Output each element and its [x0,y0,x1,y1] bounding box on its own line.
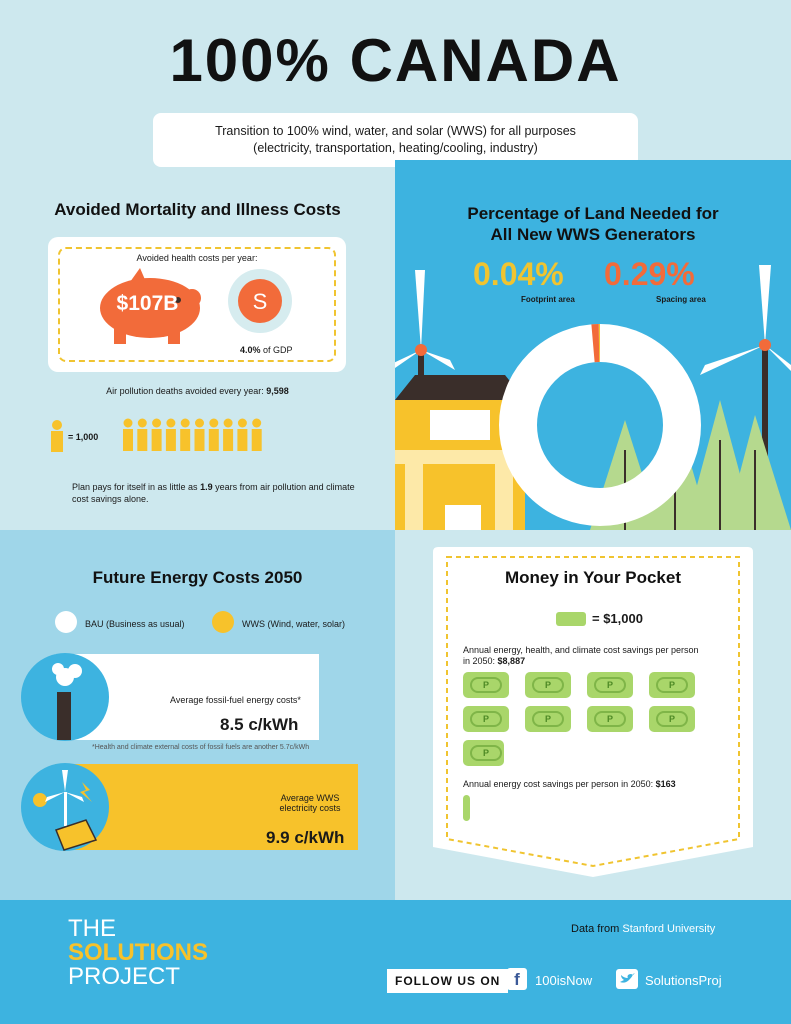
person-icon [166,419,176,452]
person-icon [223,419,233,452]
bau-value: 8.5 c/kWh [220,715,299,734]
wws-legend-swatch [212,611,234,633]
annual-value: $8,887 [497,656,526,666]
gdp-suffix: of GDP [263,345,293,355]
bills-grid [463,672,713,772]
land-title-line-2: All New WWS Generators [490,225,696,244]
gdp-line [240,345,293,355]
land-title [395,203,791,245]
factory-smokestack-icon [20,652,110,742]
gdp-value: 4.0% [240,345,261,355]
logo-line-2: SOLUTIONS [68,939,209,966]
person-icon [123,419,133,452]
facebook-icon[interactable]: f [507,968,527,990]
svg-text:S: S [252,289,268,314]
person-icon [237,419,247,452]
footprint-label: Footprint area [521,295,575,304]
pocket-title: Money in Your Pocket [504,568,682,587]
person-icon [195,419,205,452]
money-bill-icon: P [525,706,571,732]
spacing-value: 0.29% [604,256,695,292]
bau-legend: BAU (Business as usual) [85,619,185,629]
bau-label: Average fossil-fuel energy costs* [170,695,301,705]
land-donut-chart [518,343,682,507]
wws-value: 9.9 c/kWh [266,828,345,847]
person-icon [152,419,162,452]
wws-label-line-2: electricity costs [279,803,341,813]
subtitle-line-2: (electricity, transportation, heating/cooling, industry) [253,141,538,155]
twitter-handle[interactable]: SolutionsProj [645,973,722,988]
payback-years: 1.9 [200,482,213,492]
wws-label-line-1: Average WWS [280,793,340,803]
money-bill-icon: P [525,672,571,698]
person-icon [252,419,262,452]
energy-savings-line [463,779,676,789]
donut-ring [518,343,682,507]
money-bill-icon: P [649,706,695,732]
person-legend-icon [48,420,66,452]
person-legend-value: = 1,000 [68,432,99,442]
logo [68,917,208,989]
page-title: 100% CANADA [169,27,622,94]
annual-label-line-1: Annual energy, health, and climate cost savings per person [463,645,699,655]
energy-savings-value: $163 [655,779,676,789]
money-bill-icon: P [463,706,509,732]
data-from-label: Data from [571,923,620,935]
annual-label [463,645,733,667]
facebook-handle[interactable]: 100isNow [535,973,593,988]
payback-post: years from air pollution and climate [215,482,355,492]
wws-legend: WWS (Wind, water, solar) [242,619,346,629]
money-bill-icon: P [649,672,695,698]
people-icons [122,418,267,452]
health-costs-label: Avoided health costs per year: [136,253,258,263]
deaths-value: 9,598 [266,386,289,396]
payback-pre: Plan pays for itself in as little as [72,482,198,492]
money-bill-icon: P [587,706,633,732]
money-bill-icon: P [463,672,509,698]
person-icon [209,419,219,452]
wws-label [270,793,350,813]
deaths-label: Air pollution deaths avoided every year: [106,386,264,396]
energy-title: Future Energy Costs 2050 [92,568,303,587]
logo-line-3: PROJECT [68,963,181,990]
wind-solar-icon [20,762,110,852]
person-icon [180,419,190,452]
twitter-icon[interactable] [616,969,638,989]
footprint-value: 0.04% [473,256,564,292]
energy-savings-bill [463,795,470,821]
subtitle-line-1: Transition to 100% wind, water, and solar (WWS) for all purposes [215,124,576,138]
bau-legend-swatch [55,611,77,633]
annual-label-line-2-pre: in 2050: [463,656,496,666]
spacing-label: Spacing area [656,295,706,304]
bill-legend-icon [556,612,586,626]
logo-line-1: THE [68,915,116,942]
data-source-link[interactable]: Stanford University [622,923,716,935]
person-icon [137,419,147,452]
follow-label: FOLLOW US ON [387,969,508,993]
data-source-line [571,923,715,935]
bau-note: *Health and climate external costs of fossil fuels are another 5.7c/kWh [92,744,310,751]
bill-legend-value: = $1,000 [592,611,643,626]
deaths-line [0,386,395,396]
energy-savings-label: Annual energy cost savings per person in 2050: [463,779,654,789]
payback-text [72,481,362,505]
gdp-coin-icon [227,268,293,334]
money-bill-icon: P [587,672,633,698]
money-bill-icon: P [463,740,504,766]
land-title-line-1: Percentage of Land Needed for [467,204,719,223]
subtitle-box [153,113,638,167]
payback-line-2: cost savings alone. [72,494,149,504]
health-costs-value: $107B [116,292,179,315]
health-title: Avoided Mortality and Illness Costs [54,200,341,219]
